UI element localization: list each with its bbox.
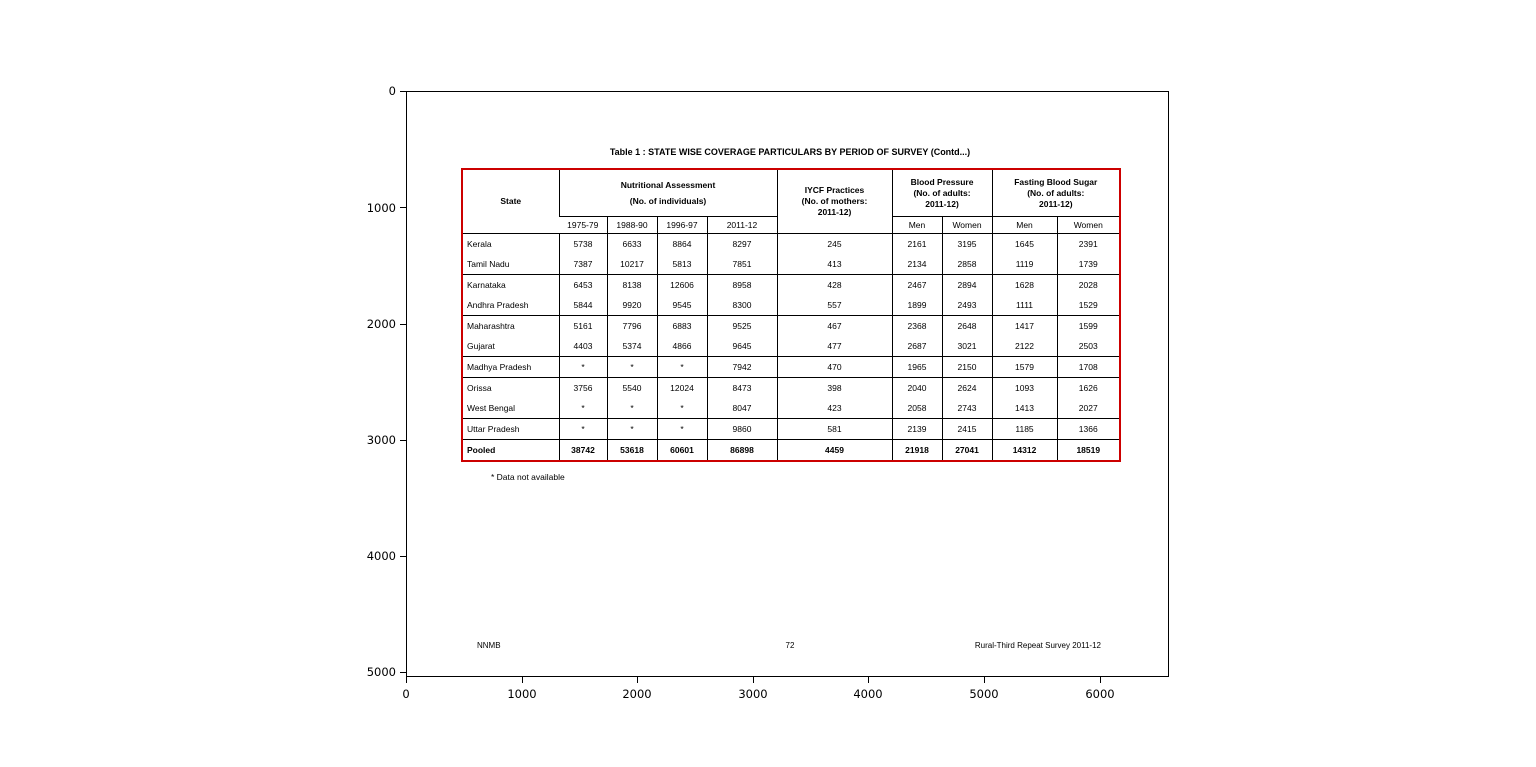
value-cell: 245	[777, 234, 892, 255]
value-cell: 86898	[707, 440, 777, 462]
value-cell: 2493	[942, 295, 992, 316]
value-cell: 4866	[657, 336, 707, 357]
value-cell: 9645	[707, 336, 777, 357]
value-cell: 2161	[892, 234, 942, 255]
bp-header-cell	[892, 169, 992, 217]
value-cell: 53618	[607, 440, 657, 462]
coverage-table	[461, 168, 1121, 462]
value-cell: 2743	[942, 398, 992, 419]
value-cell: 5738	[559, 234, 607, 255]
value-cell: 5813	[657, 254, 707, 275]
value-cell: 1413	[992, 398, 1057, 419]
x-axis-tick-label: 1000	[507, 687, 537, 701]
state-name-cell: Madhya Pradesh	[462, 357, 559, 378]
table-row	[462, 234, 1120, 255]
value-cell: 9920	[607, 295, 657, 316]
table-row	[462, 378, 1120, 399]
fbs-header-line1: Fasting Blood Sugar	[1014, 176, 1098, 187]
value-cell: 1965	[892, 357, 942, 378]
x-tick-mark	[984, 677, 985, 683]
state-name-cell: Kerala	[467, 239, 492, 249]
value-cell: 2058	[892, 398, 942, 419]
value-cell: 2503	[1057, 336, 1120, 357]
page-title: Table 1 : STATE WISE COVERAGE PARTICULARS BY PERIOD OF SURVEY (Contd...)	[609, 147, 971, 157]
value-cell: 1529	[1057, 295, 1120, 316]
value-cell: 1366	[1057, 419, 1120, 440]
value-cell: 470	[777, 357, 892, 378]
nutritional-header-cell	[559, 169, 777, 217]
plot-frame	[406, 91, 1169, 677]
value-cell: *	[559, 419, 607, 440]
value-cell: *	[657, 398, 707, 419]
y-axis-tick-label: 0	[388, 84, 396, 98]
value-cell: *	[607, 398, 657, 419]
nutritional-header-line2: (No. of individuals)	[629, 195, 707, 206]
table-row	[462, 336, 1120, 357]
value-cell: 467	[777, 316, 892, 337]
value-cell: *	[607, 357, 657, 378]
table-row	[462, 275, 1120, 296]
state-name-cell: Uttar Pradesh	[462, 419, 559, 440]
value-cell: 557	[777, 295, 892, 316]
value-cell: *	[657, 419, 707, 440]
iycf-header-line2: (No. of mothers:	[801, 196, 868, 206]
fbs-header-line2: (No. of adults:	[1027, 187, 1085, 198]
value-cell: 398	[777, 378, 892, 399]
table-body	[462, 234, 1120, 462]
value-cell: 27041	[942, 440, 992, 462]
value-cell: 8300	[707, 295, 777, 316]
value-cell: 9525	[707, 316, 777, 337]
value-cell: 1599	[1057, 316, 1120, 337]
value-cell: 2028	[1057, 275, 1120, 296]
value-cell: 477	[777, 336, 892, 357]
x-axis-tick-label: 2000	[622, 687, 652, 701]
x-tick-mark	[868, 677, 869, 683]
value-cell: *	[657, 357, 707, 378]
value-cell: 1645	[992, 234, 1057, 255]
bp-header-line3: 2011-12)	[925, 198, 959, 209]
bp-header-line1: Blood Pressure	[910, 176, 974, 187]
value-cell: *	[607, 419, 657, 440]
state-name-cell: Maharashtra	[467, 321, 515, 331]
value-cell: 10217	[607, 254, 657, 275]
x-tick-mark	[406, 677, 407, 683]
value-cell: 8958	[707, 275, 777, 296]
value-cell: 2139	[892, 419, 942, 440]
value-cell: 2150	[942, 357, 992, 378]
value-cell: 60601	[657, 440, 707, 462]
nutritional-header-line1: Nutritional Assessment	[620, 179, 716, 190]
value-cell: 7942	[707, 357, 777, 378]
value-cell: 21918	[892, 440, 942, 462]
value-cell: 12024	[657, 378, 707, 399]
value-cell: 9545	[657, 295, 707, 316]
value-cell: 1417	[992, 316, 1057, 337]
table-row	[462, 440, 1120, 462]
state-name-cell: Pooled	[467, 445, 496, 455]
x-axis-tick-label: 5000	[969, 687, 999, 701]
value-cell: 428	[777, 275, 892, 296]
value-cell: 1579	[992, 357, 1057, 378]
value-cell: 2894	[942, 275, 992, 296]
state-header-cell: State	[462, 169, 559, 234]
value-cell: 1739	[1057, 254, 1120, 275]
value-cell: 8864	[657, 234, 707, 255]
value-cell: 4459	[777, 440, 892, 462]
value-cell: 1185	[992, 419, 1057, 440]
y-axis-tick-label: 1000	[366, 201, 396, 215]
x-axis-tick-label: 0	[402, 687, 410, 701]
value-cell: 9860	[707, 419, 777, 440]
value-cell: 38742	[559, 440, 607, 462]
men-header-cell: Men	[892, 217, 942, 234]
x-tick-mark	[753, 677, 754, 683]
value-cell: 2391	[1057, 234, 1120, 255]
value-cell: 2858	[942, 254, 992, 275]
iycf-header-line1: IYCF Practices	[804, 185, 865, 195]
table-row	[462, 419, 1120, 440]
iycf-header-cell	[777, 169, 892, 234]
value-cell: 5161	[559, 316, 607, 337]
footnote: * Data not available	[491, 472, 565, 482]
x-axis-tick-label: 3000	[738, 687, 768, 701]
value-cell: 5374	[607, 336, 657, 357]
value-cell: 8297	[707, 234, 777, 255]
x-axis-tick-label: 4000	[853, 687, 883, 701]
table-row	[462, 316, 1120, 337]
value-cell: 2467	[892, 275, 942, 296]
x-tick-mark	[522, 677, 523, 683]
table-row	[462, 357, 1120, 378]
table-row	[462, 398, 1120, 419]
iycf-header-line3: 2011-12)	[817, 207, 852, 217]
value-cell: 7387	[559, 254, 607, 275]
men-header-cell: Men	[992, 217, 1057, 234]
value-cell: 5844	[559, 295, 607, 316]
value-cell: 12606	[657, 275, 707, 296]
bp-header-line2: (No. of adults:	[913, 187, 971, 198]
state-name-cell: Tamil Nadu	[462, 254, 559, 275]
value-cell: 14312	[992, 440, 1057, 462]
year-header-cell: 1975-79	[559, 217, 607, 234]
value-cell: 2122	[992, 336, 1057, 357]
value-cell: 7851	[707, 254, 777, 275]
value-cell: 1708	[1057, 357, 1120, 378]
value-cell: 3756	[559, 378, 607, 399]
year-header-cell: 1996-97	[657, 217, 707, 234]
x-tick-mark	[637, 677, 638, 683]
state-name-cell: Orissa	[467, 383, 492, 393]
footer-nnmb: NNMB	[477, 641, 501, 650]
year-header-cell: 1988-90	[607, 217, 657, 234]
x-axis-tick-label: 6000	[1085, 687, 1115, 701]
value-cell: 6883	[657, 316, 707, 337]
value-cell: 2040	[892, 378, 942, 399]
value-cell: 5540	[607, 378, 657, 399]
value-cell: 2415	[942, 419, 992, 440]
value-cell: 2027	[1057, 398, 1120, 419]
state-name-cell: Andhra Pradesh	[462, 295, 559, 316]
value-cell: *	[559, 357, 607, 378]
fbs-header-cell	[992, 169, 1120, 217]
value-cell: 8473	[707, 378, 777, 399]
y-axis-tick-label: 2000	[366, 317, 396, 331]
value-cell: 2134	[892, 254, 942, 275]
value-cell: 413	[777, 254, 892, 275]
value-cell: 7796	[607, 316, 657, 337]
value-cell: 1628	[992, 275, 1057, 296]
value-cell: 6453	[559, 275, 607, 296]
value-cell: 18519	[1057, 440, 1120, 462]
value-cell: 3021	[942, 336, 992, 357]
value-cell: 1093	[992, 378, 1057, 399]
value-cell: 8138	[607, 275, 657, 296]
table-row	[462, 295, 1120, 316]
value-cell: 2687	[892, 336, 942, 357]
value-cell: 3195	[942, 234, 992, 255]
value-cell: 1626	[1057, 378, 1120, 399]
value-cell: 1111	[992, 295, 1057, 316]
women-header-cell: Women	[1057, 217, 1120, 234]
value-cell: 2368	[892, 316, 942, 337]
women-header-cell: Women	[942, 217, 992, 234]
table-row	[462, 254, 1120, 275]
value-cell: 1899	[892, 295, 942, 316]
value-cell: 2648	[942, 316, 992, 337]
footer-survey-label: Rural-Third Repeat Survey 2011-12	[974, 641, 1101, 650]
state-name-cell: West Bengal	[462, 398, 559, 419]
value-cell: 4403	[559, 336, 607, 357]
value-cell: 1119	[992, 254, 1057, 275]
y-axis-tick-label: 5000	[366, 665, 396, 679]
value-cell: 423	[777, 398, 892, 419]
footer-page-number: 72	[785, 641, 795, 650]
value-cell: 8047	[707, 398, 777, 419]
value-cell: 2624	[942, 378, 992, 399]
fbs-header-line3: 2011-12)	[1038, 198, 1073, 209]
x-tick-mark	[1100, 677, 1101, 683]
state-name-cell: Gujarat	[462, 336, 559, 357]
value-cell: 581	[777, 419, 892, 440]
y-axis-tick-label: 4000	[366, 549, 396, 563]
y-axis-tick-label: 3000	[366, 433, 396, 447]
value-cell: 6633	[607, 234, 657, 255]
value-cell: *	[559, 398, 607, 419]
year-header-cell: 2011-12	[707, 217, 777, 234]
state-name-cell: Karnataka	[467, 280, 506, 290]
